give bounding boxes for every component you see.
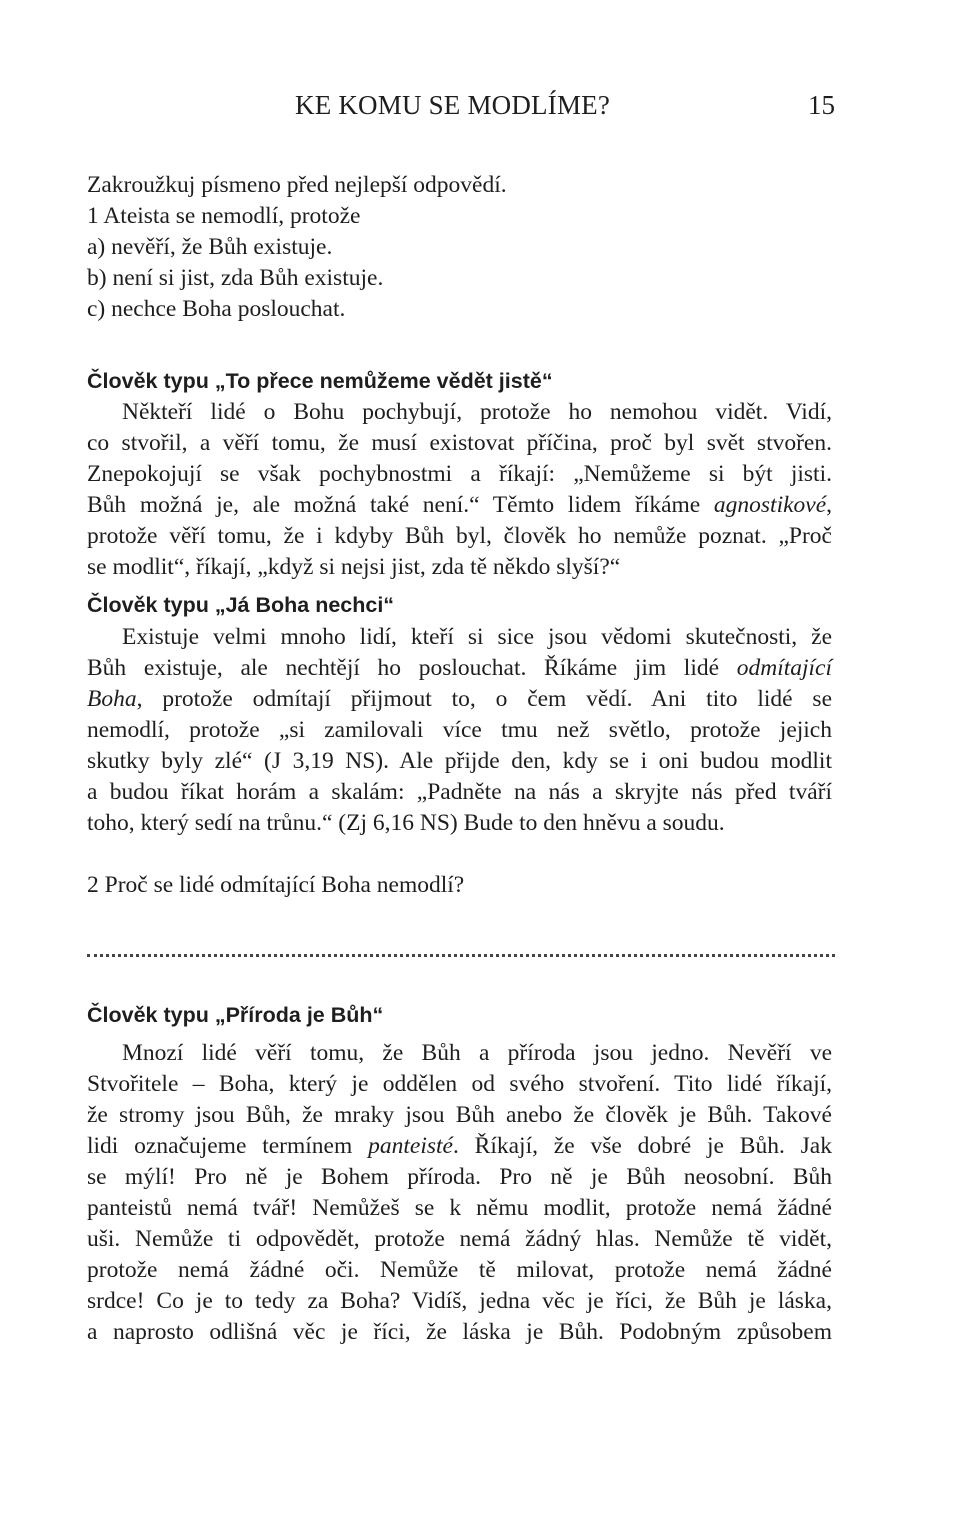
term-pantheists: panteisté xyxy=(368,1133,453,1159)
paragraph-line: nemodlí, protože „si zamilovali více tmu než světlo, protože jejich xyxy=(87,717,832,743)
paragraph-line: skutky byly zlé“ (J 3,19 NS). Ale přijde den, kdy se i oni budou modlit xyxy=(87,748,832,774)
paragraph-line xyxy=(87,653,832,683)
term-god: Boha xyxy=(87,686,137,712)
text-span: , protože odmítají přijmout to, o čem vědí. Ani tito lidé se xyxy=(136,686,832,712)
paragraph-line: protože věří tomu, že i kdyby Bůh byl, člověk ho nemůže poznat. „Proč xyxy=(87,523,832,549)
paragraph-line: Existuje velmi mnoho lidí, kteří si sice jsou vědomi skutečnosti, že xyxy=(122,624,832,650)
running-header xyxy=(0,90,960,130)
answer-option-b: b) není si jist, zda Bůh existuje. xyxy=(87,265,384,291)
paragraph-line: co stvořil, a věří tomu, že musí existovat příčina, proč byl svět stvořen. xyxy=(87,430,832,456)
text-span: . Říkají, že vše dobré je Bůh. Jak xyxy=(452,1133,832,1159)
paragraph-line: se mýlí! Pro ně je Bohem příroda. Pro ně je Bůh neosobní. Bůh xyxy=(87,1164,832,1190)
paragraph-line: a naprosto odlišná věc je říci, že láska je Bůh. Podobným způsobem xyxy=(87,1319,832,1345)
paragraph-line: Mnozí lidé věří tomu, že Bůh a příroda jsou jedno. Nevěří ve xyxy=(122,1040,832,1066)
paragraph-line: Stvořitele – Boha, který je oddělen od svého stvoření. Tito lidé říkají, xyxy=(87,1071,832,1097)
paragraph-line: Někteří lidé o Bohu pochybují, protože ho nemohou vidět. Vidí, xyxy=(122,399,832,425)
text-span: lidi označujeme termínem xyxy=(87,1133,353,1159)
paragraph-line: Znepokojují se však pochybnostmi a říkají: „Nemůžeme si být jisti. xyxy=(87,461,832,487)
chapter-title: KE KOMU SE MODLÍME? xyxy=(295,90,611,120)
paragraph-line xyxy=(87,684,832,714)
paragraph-line: srdce! Co je to tedy za Boha? Vidíš, jedna věc je říci, že Bůh je láska, xyxy=(87,1288,832,1314)
paragraph-line: že stromy jsou Bůh, že mraky jsou Bůh anebo že člověk je Bůh. Takové xyxy=(87,1102,832,1128)
text-span: Bůh možná je, ale možná také není.“ Těmto lidem říkáme xyxy=(87,492,701,518)
text-span: Bůh existuje, ale nechtějí ho poslouchat. Říkáme jim lidé xyxy=(87,655,720,681)
section-heading-pantheist: Člověk typu „Příroda je Bůh“ xyxy=(87,1003,384,1027)
paragraph-line: uši. Nemůže ti odpovědět, protože nemá žádný hlas. Nemůže tě vidět, xyxy=(87,1226,832,1252)
page-number: 15 xyxy=(808,90,835,120)
paragraph-line: se modlit“, říkají, „když si nejsi jist, zda tě někdo slyší?“ xyxy=(87,554,621,580)
exercise-instruction: Zakroužkuj písmeno před nejlepší odpovědí. xyxy=(87,172,507,198)
paragraph-line: a budou říkat horám a skalám: „Padněte na nás a skryjte nás před tváří xyxy=(87,779,832,805)
answer-option-a: a) nevěří, že Bůh existuje. xyxy=(87,234,333,260)
exercise-question-2: 2 Proč se lidé odmítající Boha nemodlí? xyxy=(87,872,465,898)
text-span: , xyxy=(826,492,833,518)
answer-option-c: c) nechce Boha poslouchat. xyxy=(87,296,346,322)
exercise-question-1: 1 Ateista se nemodlí, protože xyxy=(87,203,361,229)
term-rejecting: odmítající xyxy=(736,655,833,681)
paragraph-line xyxy=(87,1131,832,1161)
paragraph-line xyxy=(87,490,832,520)
paragraph-line: panteistů nemá tvář! Nemůžeš se k němu modlit, protože nemá žádné xyxy=(87,1195,832,1221)
paragraph-line: protože nemá žádné oči. Nemůže tě milovat, protože nemá žádné xyxy=(87,1257,832,1283)
answer-blank-line[interactable] xyxy=(87,950,835,957)
paragraph-line: toho, který sedí na trůnu.“ (Zj 6,16 NS) Bude to den hněvu a soudu. xyxy=(87,810,725,836)
term-agnostics: agnostikové xyxy=(713,492,827,518)
section-heading-rejecting: Člověk typu „Já Boha nechci“ xyxy=(87,593,395,617)
section-heading-agnostic: Člověk typu „To přece nemůžeme vědět jistě“ xyxy=(87,369,553,393)
